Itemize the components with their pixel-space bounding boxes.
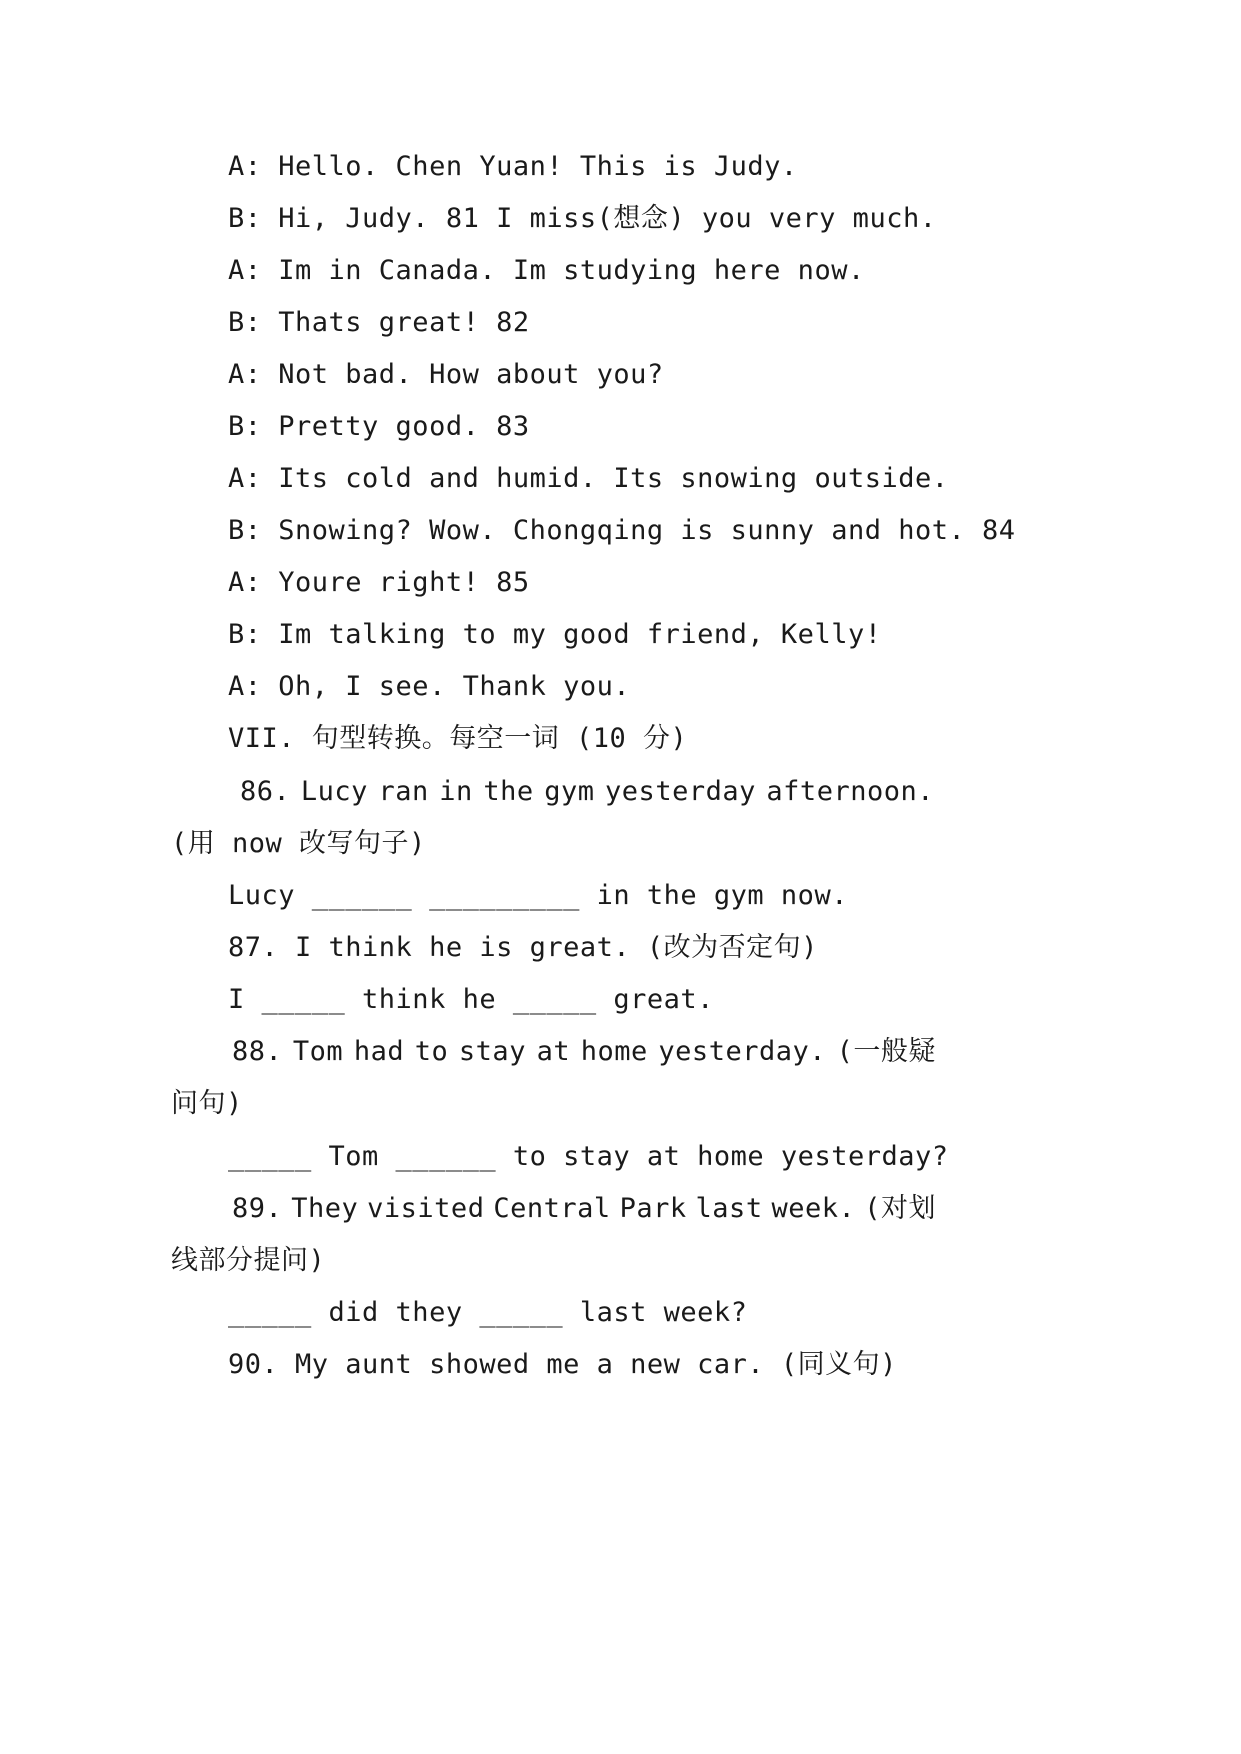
q88-word: had	[353, 1036, 405, 1067]
q86-word: the	[483, 776, 534, 807]
q87-prompt: 87. I think he is great. (改为否定句)	[228, 932, 818, 963]
q88-answer-line: _____ Tom ______ to stay at home yesterday?	[228, 1141, 949, 1172]
section-heading: VII. 句型转换。每空一词 (10 分)	[228, 723, 688, 754]
q88-continuation: 问句)	[171, 1088, 243, 1119]
q89-word: week.	[771, 1193, 856, 1224]
q89-word: They	[291, 1193, 359, 1224]
dialogue-line-5: A: Not bad. How about you?	[228, 359, 664, 390]
q89-word: visited	[367, 1193, 485, 1224]
q88-word: yesterday.	[658, 1036, 826, 1067]
dialogue-line-3: A: Im in Canada. Im studying here now.	[228, 255, 865, 286]
q89-word: Park	[619, 1193, 687, 1224]
dialogue-line-7: A: Its cold and humid. Its snowing outside.	[228, 463, 949, 494]
dialogue-line-10: B: Im talking to my good friend, Kelly!	[228, 619, 882, 650]
q89-word: (对划	[864, 1193, 936, 1224]
dialogue-line-4: B: Thats great! 82	[228, 307, 530, 338]
dialogue-line-8: B: Snowing? Wow. Chongqing is sunny and hot. 84	[228, 515, 1016, 546]
q89-answer-line: _____ did they _____ last week?	[228, 1297, 748, 1328]
dialogue-line-11: A: Oh, I see. Thank you.	[228, 671, 631, 702]
q88-prompt	[232, 1035, 936, 1069]
q88-word: to	[414, 1036, 449, 1067]
q87-answer-line: I _____ think he _____ great.	[228, 984, 714, 1015]
q86-word: yesterday	[605, 776, 756, 807]
q86-instruction: (用 now 改写句子)	[171, 828, 426, 859]
dialogue-line-9: A: Youre right! 85	[228, 567, 530, 598]
q86-word: in	[439, 776, 473, 807]
q86-word: Lucy	[300, 776, 368, 807]
q86-prompt	[240, 775, 934, 809]
q88-word: home	[580, 1036, 648, 1067]
q89-word: 89.	[232, 1193, 283, 1224]
q86-word: afternoon.	[766, 776, 934, 807]
q88-word: at	[536, 1036, 571, 1067]
q86-answer-line: Lucy ______ _________ in the gym now.	[228, 880, 848, 911]
q86-word: gym	[544, 776, 595, 807]
q86-word: 86.	[240, 776, 291, 807]
q88-word: Tom	[292, 1036, 344, 1067]
q89-prompt	[232, 1192, 936, 1226]
dialogue-line-1: A: Hello. Chen Yuan! This is Judy.	[228, 151, 798, 182]
q88-word: (一般疑	[836, 1036, 936, 1067]
q89-word: Central	[493, 1193, 611, 1224]
q90-prompt: 90. My aunt showed me a new car. (同义句)	[228, 1349, 897, 1380]
q86-word: ran	[378, 776, 429, 807]
q88-word: stay	[458, 1036, 526, 1067]
q89-word: last	[695, 1193, 763, 1224]
q88-word: 88.	[232, 1036, 283, 1067]
dialogue-line-6: B: Pretty good. 83	[228, 411, 530, 442]
q89-continuation: 线部分提问)	[171, 1245, 326, 1276]
dialogue-line-2: B: Hi, Judy. 81 I miss(想念) you very much.	[228, 203, 937, 234]
